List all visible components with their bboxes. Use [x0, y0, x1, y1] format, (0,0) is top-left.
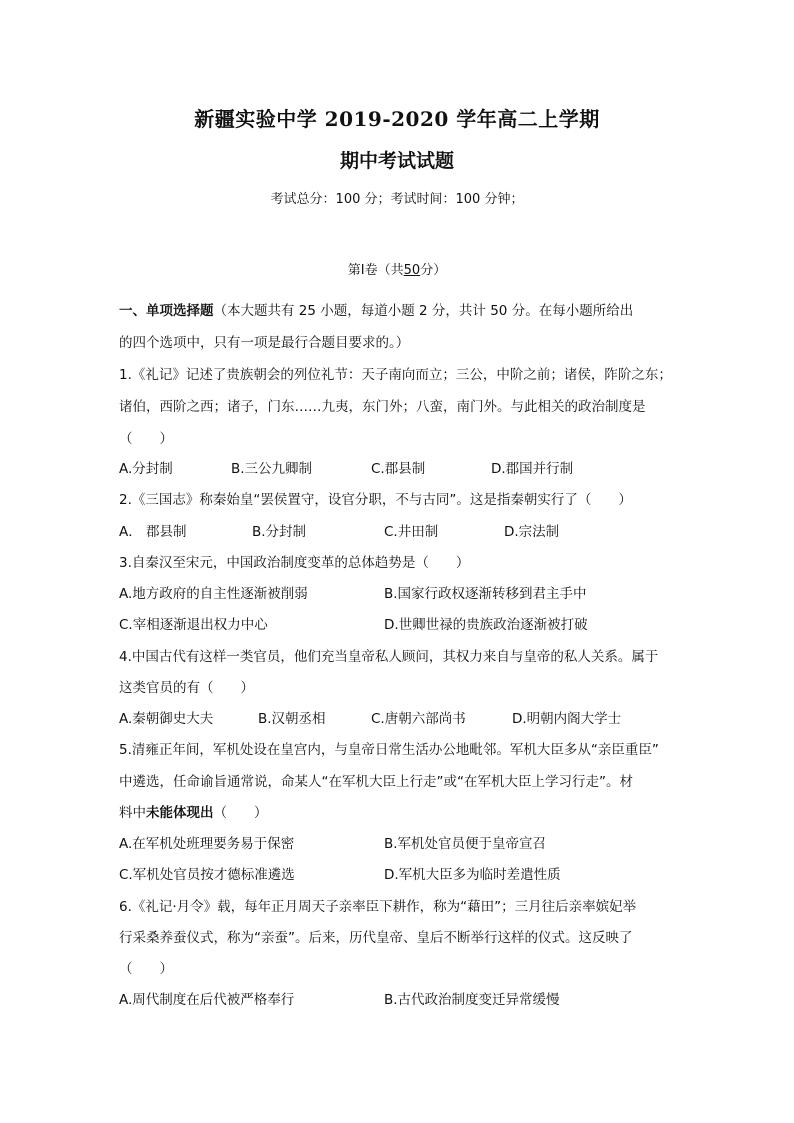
q6-option-a: A.周代制度在后代被严格奉行 — [119, 992, 295, 1008]
volume-heading: 第Ⅰ卷（共50分） — [347, 263, 447, 278]
q5-option-a: A.在军机处班理要务易于保密 — [119, 836, 295, 852]
q4-line1: 4.中国古代有这样一类官员，他们充当皇帝私人顾问，其权力来自与皇帝的私人关系。属于 — [119, 649, 659, 665]
q1-option-a: A.分封制 — [119, 461, 173, 477]
q1-line3: （ ） — [119, 431, 173, 447]
q5-line2: 中遴选，任命谕旨通常说，命某人“在军机大臣上行走”或“在军机大臣上学习行走”。材 — [119, 774, 633, 790]
q6-option-b: B.古代政治制度变迁异常缓慢 — [384, 992, 560, 1008]
q5-option-d: D.军机大臣多为临时差遣性质 — [384, 867, 561, 883]
q5-line3: 料中未能体现出（ ） — [119, 805, 268, 821]
section-intro-line1: 一、单项选择题（本大题共有 25 小题，每道小题 2 分，共计 50 分。在每小题所给出 — [119, 303, 634, 319]
q4-line2: 这类官员的有（ ） — [119, 680, 254, 696]
section-intro-line2: 的四个选项中，只有一项是最行合题目要求的。） — [119, 335, 410, 351]
q4-option-c: C.唐朝六部尚书 — [371, 711, 466, 727]
exam-meta: 考试总分：100 分；考试时间：100 分钟； — [270, 192, 524, 207]
q4-option-d: D.明朝内阁大学士 — [512, 711, 622, 727]
q1-line1: 1.《礼记》记述了贵族朝会的列位礼节：天子南向而立；三公，中阶之前；诸侯，阼阶之东； — [119, 367, 672, 383]
q6-line3: （ ） — [119, 961, 173, 977]
q3-option-c: C.宰相逐渐退出权力中心 — [119, 617, 268, 633]
q1-option-c: C.郡县制 — [371, 461, 426, 477]
volume-score: 50 — [403, 263, 421, 278]
q5-emphasis: 未能体现出 — [146, 805, 214, 821]
q4-option-a: A.秦朝御史大夫 — [119, 711, 214, 727]
q2-option-b: B.分封制 — [252, 524, 307, 540]
q5-option-b: B.军机处官员便于皇帝宣召 — [384, 836, 547, 852]
q1-option-d: D.郡国并行制 — [491, 461, 574, 477]
q2-option-d: D.宗法制 — [504, 524, 560, 540]
exam-subtitle: 期中考试试题 — [339, 150, 454, 172]
exam-title: 新疆实验中学 2019-2020 学年高二上学期 — [194, 107, 600, 131]
q2-line1: 2.《三国志》称秦始皇“罢侯置守，设官分职，不与古同”。这是指秦朝实行了（ ） — [119, 492, 632, 508]
q2-option-c: C.井田制 — [384, 524, 439, 540]
q1-line2: 诸伯，西阶之西；诸子，门东……九夷，东门外；八蛮，南门外。与此相关的政治制度是 — [119, 399, 646, 415]
q6-line2: 行采桑养蚕仪式，称为“亲蚕”。后来，历代皇帝、皇后不断举行这样的仪式。这反映了 — [119, 930, 633, 946]
q5-option-c: C.军机处官员按才德标准遴选 — [119, 867, 295, 883]
q2-option-a: A． 郡县制 — [119, 524, 187, 540]
section-heading: 一、单项选择题 — [119, 303, 214, 319]
q3-line1: 3.自秦汉至宋元，中国政治制度变革的总体趋势是（ ） — [119, 555, 470, 571]
q1-option-b: B.三公九卿制 — [231, 461, 313, 477]
q4-option-b: B.汉朝丞相 — [258, 711, 326, 727]
q6-line1: 6.《礼记·月令》载，每年正月周天子亲率臣下耕作，称为“藉田”；三月往后亲率嫔妃举 — [119, 899, 637, 915]
q3-option-b: B.国家行政权逐渐转移到君主手中 — [384, 586, 587, 602]
q5-line1: 5.清雍正年间，军机处设在皇宫内，与皇帝日常生活办公地毗邻。军机大臣多从“亲臣重臣” — [119, 742, 659, 758]
q3-option-a: A.地方政府的自主性逐渐被削弱 — [119, 586, 308, 602]
q3-option-d: D.世卿世禄的贵族政治逐渐被打破 — [384, 617, 588, 633]
